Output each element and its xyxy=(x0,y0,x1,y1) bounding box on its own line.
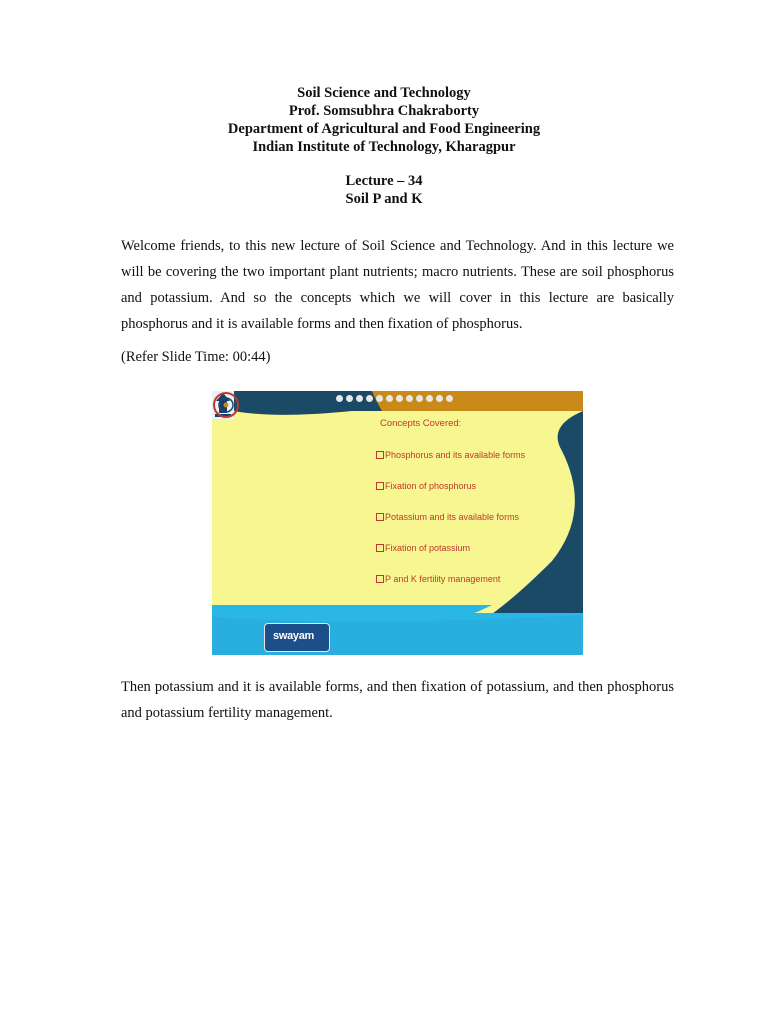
intro-paragraph: Welcome friends, to this new lecture of Soil Science and Technology. And in this lecture we will be covering the two important plant nutrients; macro nutrients. These are soil phosphorus and potassium. And so the concepts which we will cover in this lecture are basically phosphorus and it is available forms and then fixation of phosphorus. xyxy=(121,238,674,332)
slide-title: Concepts Covered: xyxy=(380,418,462,429)
nptel-logo-icon xyxy=(212,391,240,419)
department-name: Department of Agricultural and Food Engineering xyxy=(227,121,541,137)
lecture-slide xyxy=(212,391,583,655)
slide-item: Potassium and its available forms xyxy=(376,512,519,522)
outro-paragraph: Then potassium and it is available forms, and then fixation of potassium, and then phosphorus and potassium fertility management. xyxy=(121,679,674,721)
checkbox-icon xyxy=(376,544,384,552)
checkbox-icon xyxy=(376,513,384,521)
checkbox-icon xyxy=(376,482,384,490)
document-header xyxy=(0,84,768,208)
course-title: Soil Science and Technology xyxy=(297,85,471,101)
checkbox-icon xyxy=(376,451,384,459)
slide-item: P and K fertility management xyxy=(376,574,500,584)
slide-time-reference: (Refer Slide Time: 00:44) xyxy=(121,349,271,365)
slide-item: Fixation of potassium xyxy=(376,543,470,553)
slide-background xyxy=(212,391,583,655)
swayam-logo: swayam xyxy=(264,623,330,652)
institute-name: Indian Institute of Technology, Kharagpur xyxy=(252,139,516,155)
professor-name: Prof. Somsubhra Chakraborty xyxy=(288,103,480,119)
checkbox-icon xyxy=(376,575,384,583)
slide-item: Phosphorus and its available forms xyxy=(376,450,525,460)
slide-item: Fixation of phosphorus xyxy=(376,481,476,491)
slide-toolbar xyxy=(336,395,453,404)
lecture-topic: Soil P and K xyxy=(345,191,423,207)
lecture-number: Lecture – 34 xyxy=(345,173,423,189)
